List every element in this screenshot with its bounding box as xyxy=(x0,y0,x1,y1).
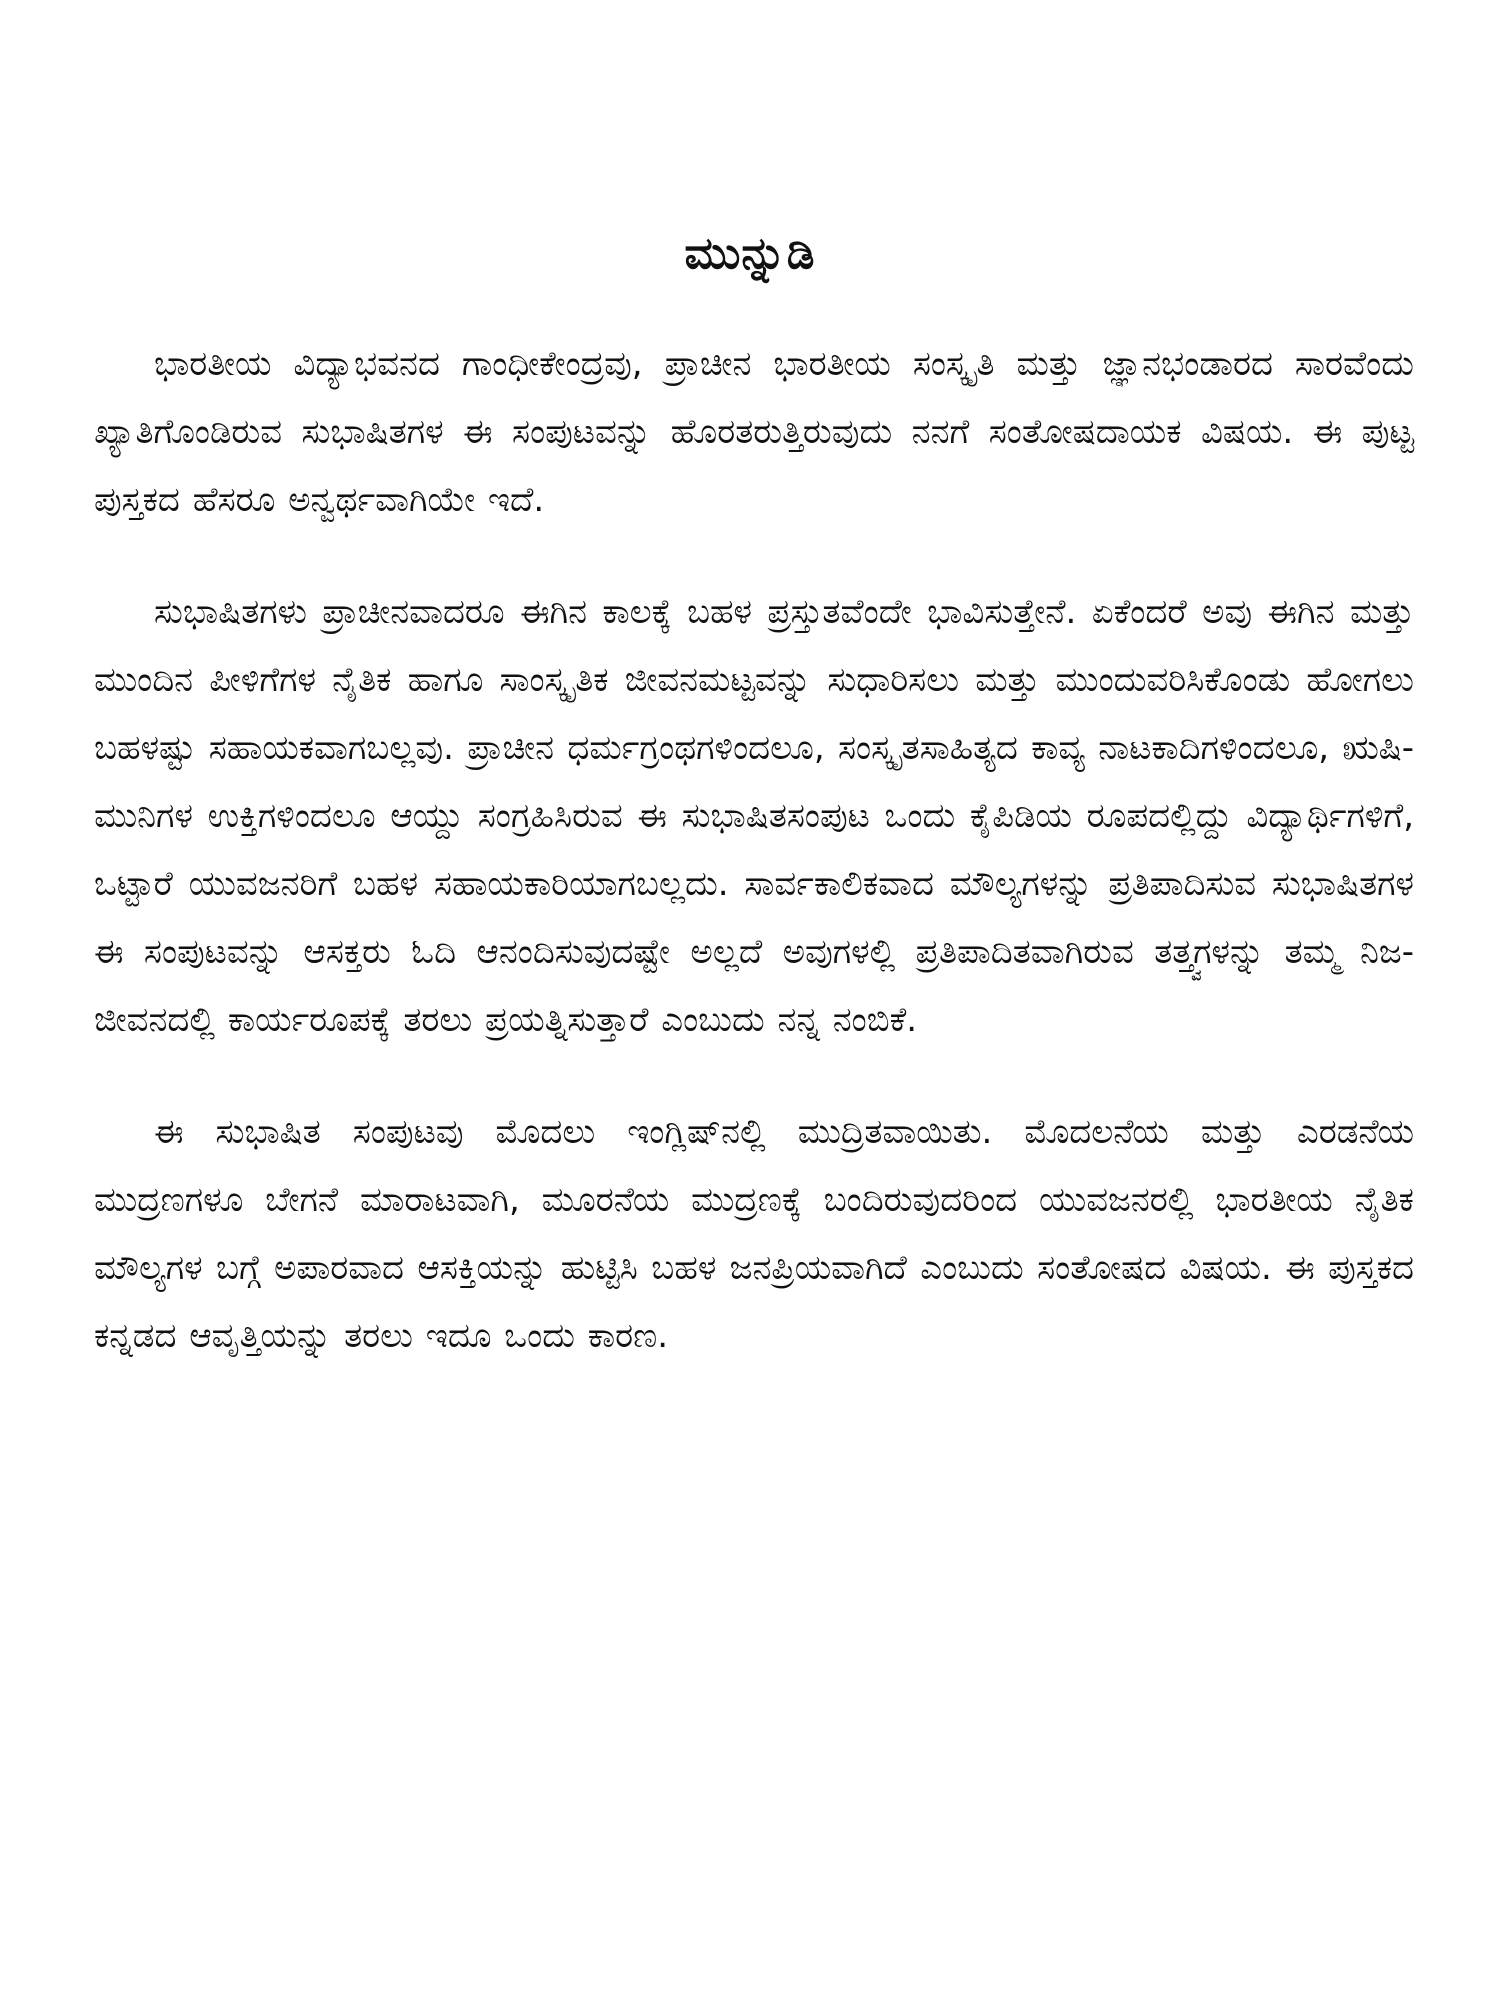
paragraph-3: ಈ ಸುಭಾಷಿತ ಸಂಪುಟವು ಮೊದಲು ಇಂಗ್ಲಿಷ್‌ನಲ್ಲಿ ಮುದ್ರಿತವಾಯಿತು. ಮೊದಲನೆಯ ಮತ್ತು ಎರಡನೆಯ ಮುದ್ರಣಗಳೂ ಬೇಗನೆ ಮಾರಾಟವಾಗಿ, ಮೂರನೆಯ ಮುದ್ರಣಕ್ಕೆ ಬಂದಿರುವುದರಿಂದ ಯುವಜನರಲ್ಲಿ ಭಾರತೀಯ ನೈತಿಕ ಮೌಲ್ಯಗಳ ಬಗ್ಗೆ ಅಪಾರವಾದ ಆಸಕ್ತಿಯನ್ನು ಹುಟ್ಟಿಸಿ ಬಹಳ ಜನಪ್ರಿಯವಾಗಿದೆ ಎಂಬುದು ಸಂತೋಷದ ವಿಷಯ. ಈ ಪುಸ್ತಕದ ಕನ್ನಡದ ಆವೃತ್ತಿಯನ್ನು ತರಲು ಇದೂ ಒಂದು ಕಾರಣ. xyxy=(94,1112,1414,1356)
paragraph-1: ಭಾರತೀಯ ವಿದ್ಯಾಭವನದ ಗಾಂಧೀಕೇಂದ್ರವು, ಪ್ರಾಚೀನ ಭಾರತೀಯ ಸಂಸ್ಕೃತಿ ಮತ್ತು ಜ್ಞಾನಭಂಡಾರದ ಸಾರವೆಂದು ಖ್ಯಾತಿಗೊಂಡಿರುವ ಸುಭಾಷಿತಗಳ ಈ ಸಂಪುಟವನ್ನು ಹೊರತರುತ್ತಿರುವುದು ನನಗೆ ಸಂತೋಷದಾಯಕ ವಿಷಯ. ಈ ಪುಟ್ಟ ಪುಸ್ತಕದ ಹೆಸರೂ ಅನ್ವರ್ಥವಾಗಿಯೇ ಇದೆ. xyxy=(94,344,1414,520)
body-text xyxy=(94,330,1414,1370)
page-heading: ಮುನ್ನುಡಿ xyxy=(684,228,816,279)
paragraph-2: ಸುಭಾಷಿತಗಳು ಪ್ರಾಚೀನವಾದರೂ ಈಗಿನ ಕಾಲಕ್ಕೆ ಬಹಳ ಪ್ರಸ್ತುತವೆಂದೇ ಭಾವಿಸುತ್ತೇನೆ. ಏಕೆಂದರೆ ಅವು ಈಗಿನ ಮತ್ತು ಮುಂದಿನ ಪೀಳಿಗೆಗಳ ನೈತಿಕ ಹಾಗೂ ಸಾಂಸ್ಕೃತಿಕ ಜೀವನಮಟ್ಟವನ್ನು ಸುಧಾರಿಸಲು ಮತ್ತು ಮುಂದುವರಿಸಿಕೊಂಡು ಹೋಗಲು ಬಹಳಷ್ಟು ಸಹಾಯಕವಾಗಬಲ್ಲವು. ಪ್ರಾಚೀನ ಧರ್ಮಗ್ರಂಥಗಳಿಂದಲೂ, ಸಂಸ್ಕೃತಸಾಹಿತ್ಯದ ಕಾವ್ಯ ನಾಟಕಾದಿಗಳಿಂದಲೂ, ಋಷಿ-ಮುನಿಗಳ ಉಕ್ತಿಗಳಿಂದಲೂ ಆಯ್ದು ಸಂಗ್ರಹಿಸಿರುವ ಈ ಸುಭಾಷಿತಸಂಪುಟ ಒಂದು ಕೈಪಿಡಿಯ ರೂಪದಲ್ಲಿದ್ದು ವಿದ್ಯಾರ್ಥಿಗಳಿಗೆ, ಒಟ್ಟಾರೆ ಯುವಜನರಿಗೆ ಬಹಳ ಸಹಾಯಕಾರಿಯಾಗಬಲ್ಲದು. ಸಾರ್ವಕಾಲಿಕವಾದ ಮೌಲ್ಯಗಳನ್ನು ಪ್ರತಿಪಾದಿಸುವ ಸುಭಾಷಿತಗಳ ಈ ಸಂಪುಟವನ್ನು ಆಸಕ್ತರು ಓದಿ ಆನಂದಿಸುವುದಷ್ಟೇ ಅಲ್ಲದೆ ಅವುಗಳಲ್ಲಿ ಪ್ರತಿಪಾದಿತವಾಗಿರುವ ತತ್ತ್ವಗಳನ್ನು ತಮ್ಮ ನಿಜ-ಜೀವನದಲ್ಲಿ ಕಾರ್ಯರೂಪಕ್ಕೆ ತರಲು ಪ್ರಯತ್ನಿಸುತ್ತಾರೆ ಎಂಬುದು ನನ್ನ ನಂಬಿಕೆ. xyxy=(94,592,1414,1040)
